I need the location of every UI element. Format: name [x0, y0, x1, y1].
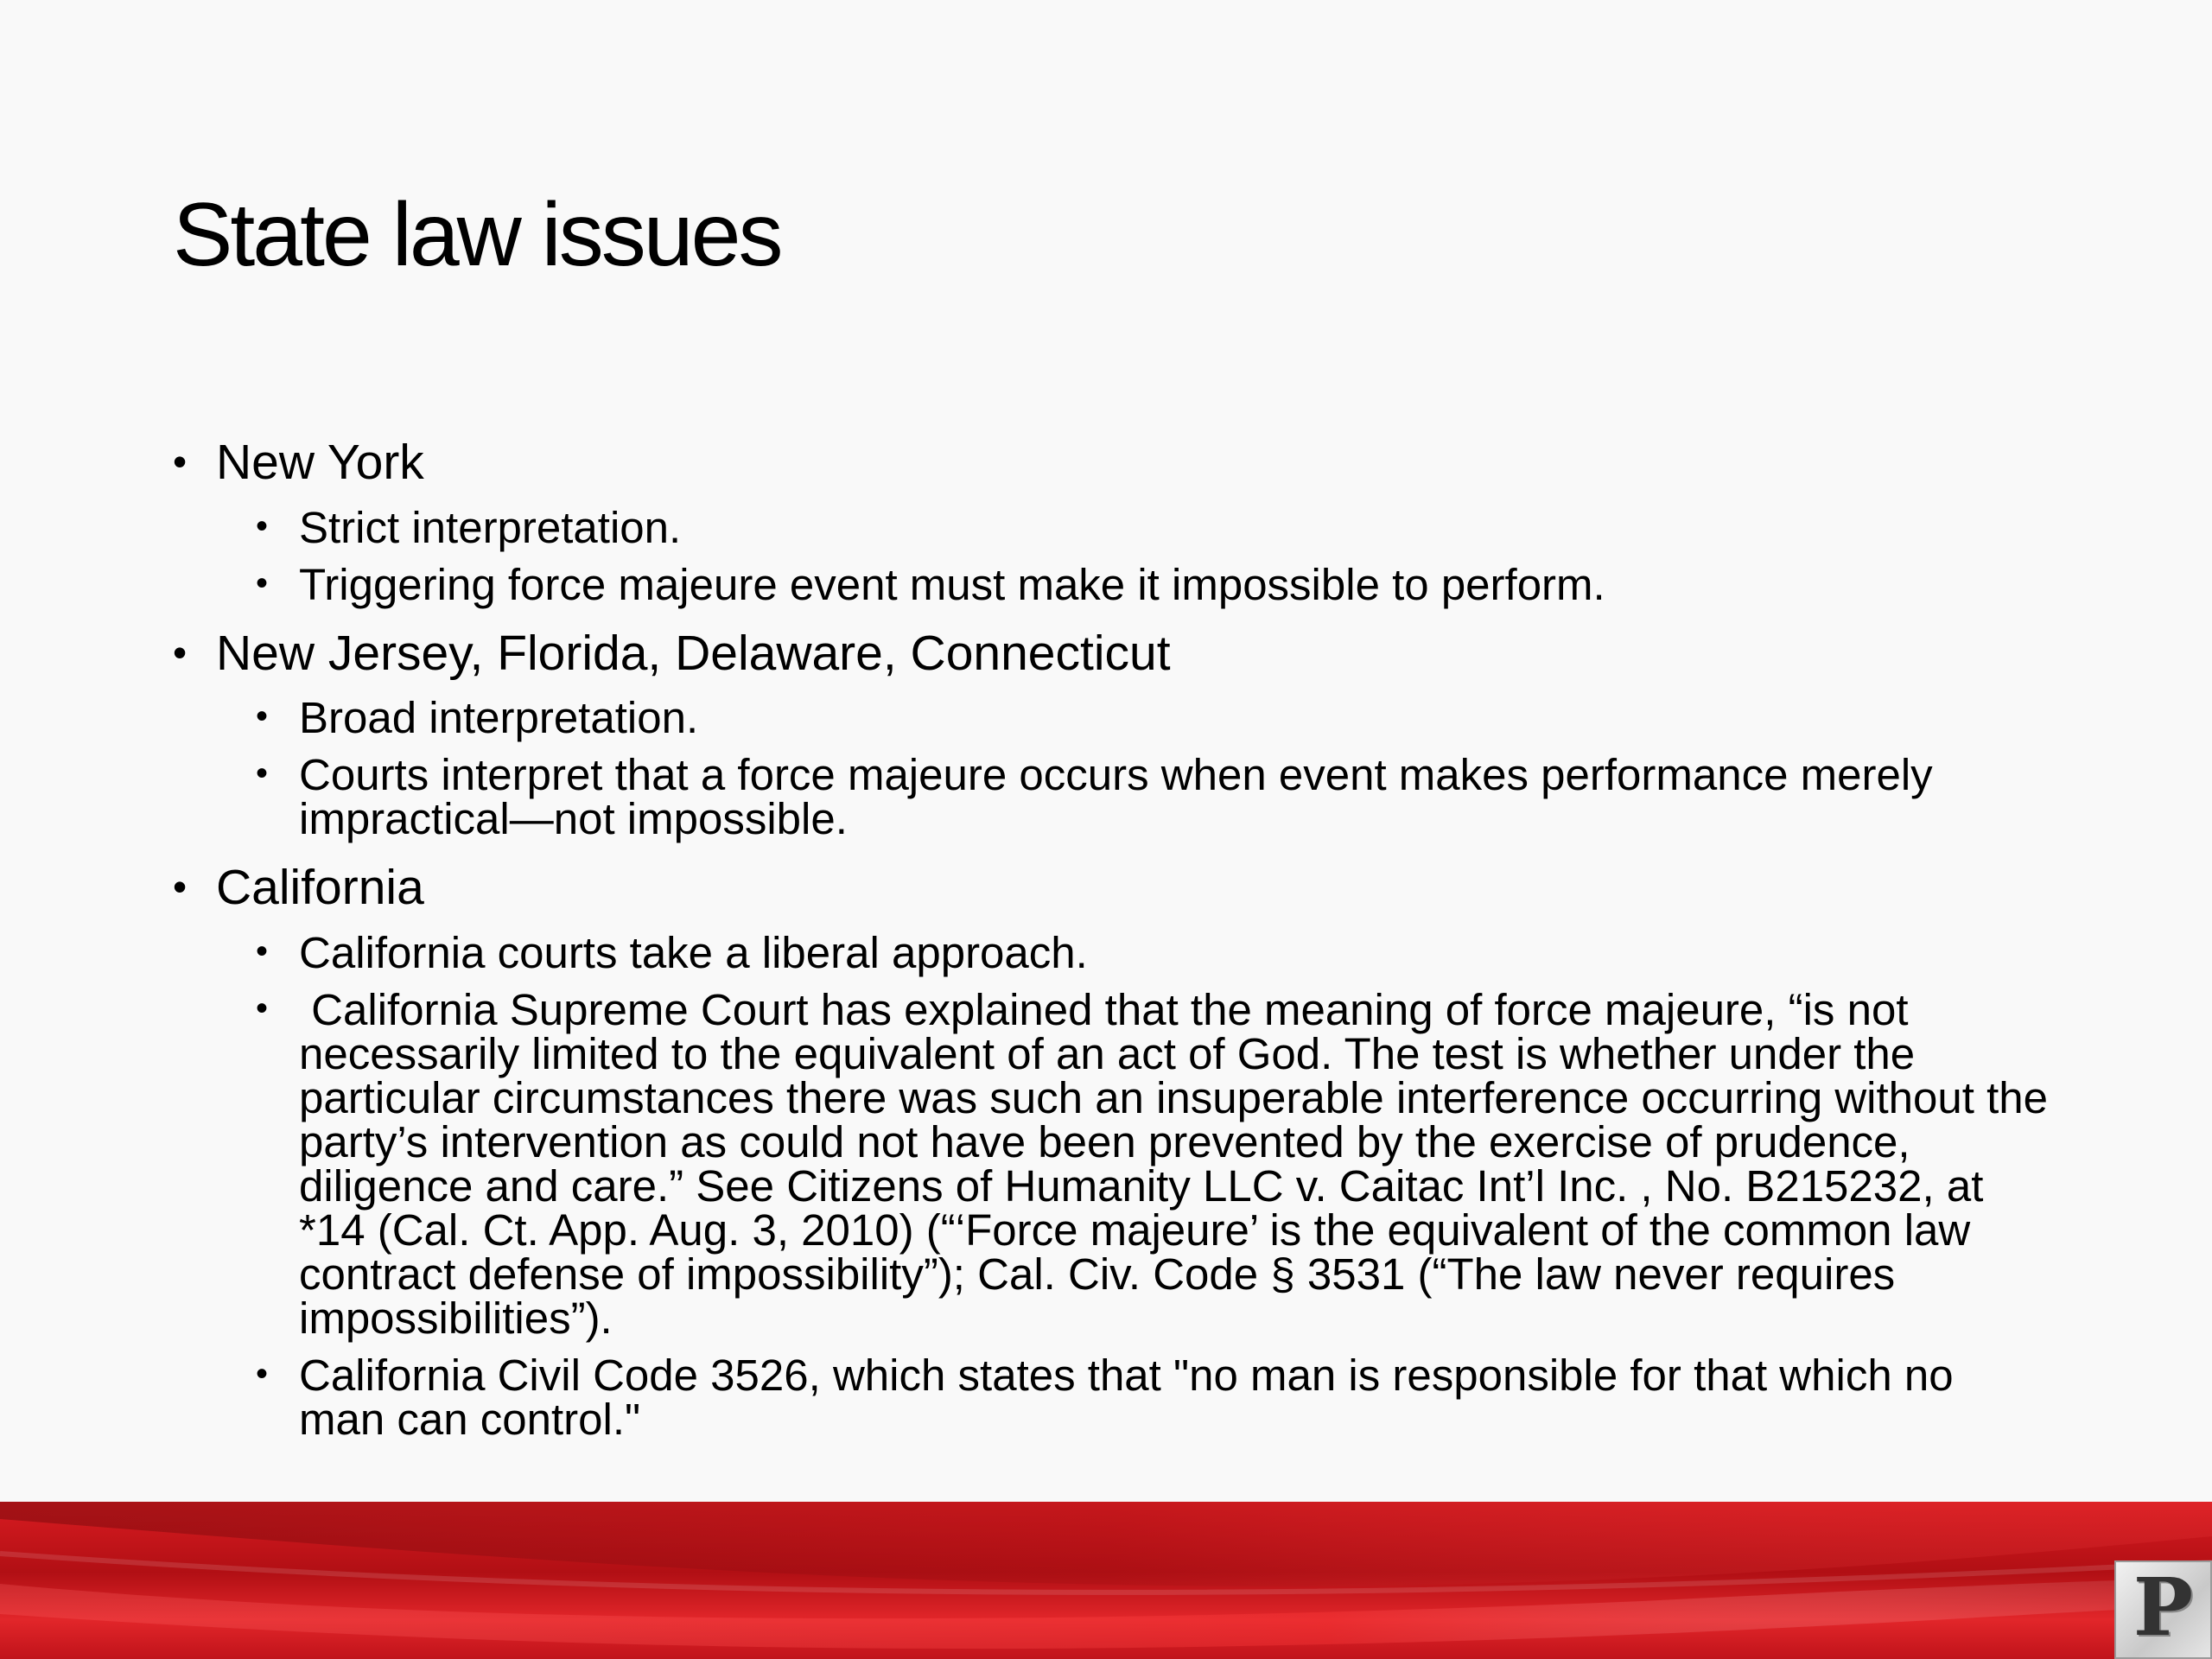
sub-bullet-dot: • [256, 506, 269, 545]
sub-bullet-text: Strict interpretation. [299, 502, 682, 552]
sub-bullet-text: California Civil Code 3526, which states that "no man is responsible for that which no man can control." [299, 1350, 1954, 1444]
sub-bullet-dot: • [256, 563, 269, 602]
sub-bullet [256, 559, 2048, 609]
sub-bullet-text: Courts interpret that a force majeure occurs when event makes performance merely impractical—not impossible. [299, 750, 1933, 844]
sub-bullet [256, 984, 2061, 1343]
sub-bullet-dot: • [256, 754, 269, 793]
sub-bullet [256, 927, 2048, 977]
sub-bullet-text: Triggering force majeure event must make it impossible to perform. [299, 559, 1605, 609]
bullet-dot: • [173, 439, 188, 484]
sub-bullet-dot: • [256, 988, 269, 1027]
bullet-california [173, 861, 2048, 915]
bullet-heading: New York [216, 435, 424, 490]
bullet-dot: • [173, 864, 188, 910]
sub-bullet-dot: • [256, 1354, 269, 1393]
bullet-new-york [173, 436, 2048, 490]
sub-bullet [256, 502, 2048, 552]
sub-bullet [256, 750, 2048, 844]
sub-bullet [256, 693, 2048, 743]
bullet-list [173, 435, 2061, 1454]
footer-red-band [0, 1502, 2212, 1659]
sub-bullet-text: California Supreme Court has explained that the meaning of force majeure, “is not necessarily limited to the equivalent of an act of God. The test is whether under the particular circumstances there was such an insuperable interference occurring without the party’s intervention as could not have been prevented by the exercise of prudence, diligence and care.” See Citizens of Humanity LLC v. Caitac Int’l Inc. , No. B215232, at *14 (Cal. Ct. App. Aug. 3, 2010) (“‘Force majeure’ is the equivalent of the common law contract defense of impossibility”); Cal. Civ. Code § 3531 (“The law never requires impossibilities”). [299, 984, 2061, 1343]
logo-letter: P [2133, 1560, 2194, 1654]
sub-bullet-dot: • [256, 697, 269, 736]
sub-bullet [256, 1350, 2048, 1444]
bullet-dot: • [173, 629, 188, 675]
sub-bullet-text: Broad interpretation. [299, 693, 699, 743]
sub-bullet-dot: • [256, 931, 269, 970]
presenter-logo [2114, 1560, 2212, 1659]
sub-bullet-text: California courts take a liberal approach. [299, 927, 1088, 977]
band-swoosh-graphic [0, 1502, 2212, 1659]
bullet-new-jersey-group [173, 627, 2048, 681]
slide-title: State law issues [173, 185, 781, 285]
bullet-heading: California [216, 860, 424, 916]
bullet-heading: New Jersey, Florida, Delaware, Connecticut [216, 625, 1171, 681]
